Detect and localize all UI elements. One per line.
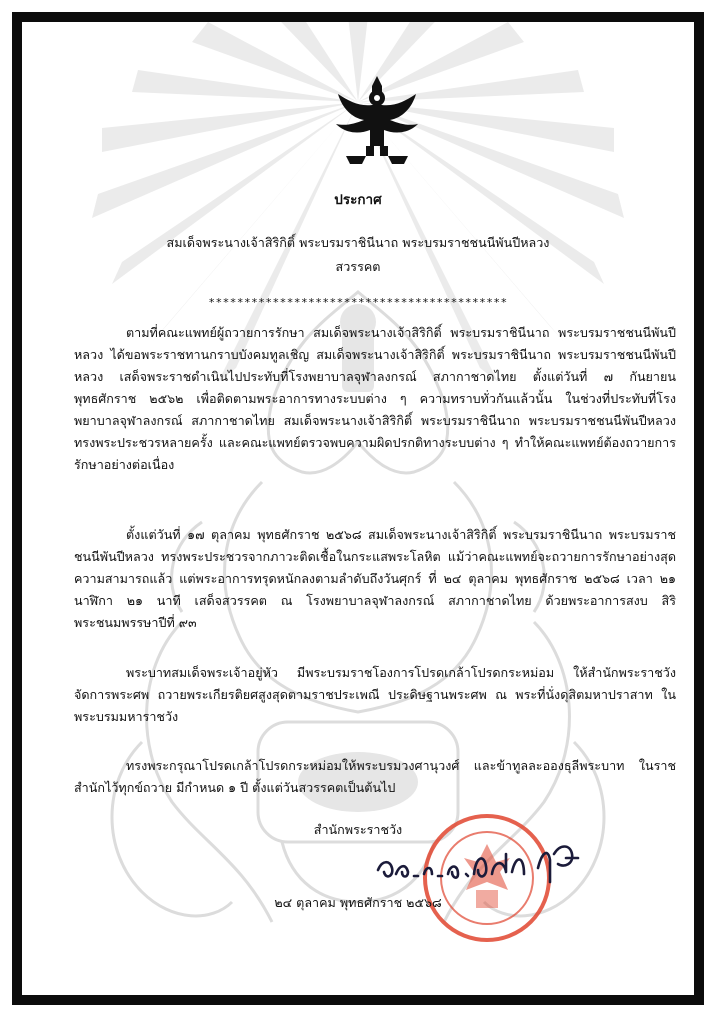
- announcement-date: ๒๔ ตุลาคม พุทธศักราช ๒๕๖๘: [274, 895, 442, 910]
- paragraph-3: พระบาทสมเด็จพระเจ้าอยู่หัว มีพระบรมราชโองการโปรดเกล้าโปรดกระหม่อม ให้สำนักพระราชวัง จัดการพระศพ ถวายพระเกียรติยศสูงสุดตามราชประเพณี ประดิษฐานพระศพ ณ พระที่นั่งดุสิตมหาปราสาท ในพระบรมมหาราชวัง: [74, 665, 676, 724]
- document-page: [12, 12, 704, 1005]
- announcement-body: [22, 22, 694, 995]
- announcement-title: ประกาศ: [334, 192, 382, 208]
- paragraph-2: ตั้งแต่วันที่ ๑๗ ตุลาคม พุทธศักราช ๒๕๖๘ สมเด็จพระนางเจ้าสิริกิติ์ พระบรมราชินีนาถ พระบรมราชชนนีพันปีหลวง ทรงพระประชวรจากภาวะติดเชื้อในกระแสพระโลหิต แม้ว่าคณะแพทย์จะถวายการรักษาอย่างสุดความสามารถแล้ว แต่พระอาการทรุดหนักลงตามลำดับถึงวันศุกร์ ที่ ๒๔ ตุลาคม พุทธศักราช ๒๕๖๘ เวลา ๒๑ นาฬิกา ๒๑ นาที เสด็จสวรรคต ณ โรงพยาบาลจุฬาลงกรณ์ สภากาชาดไทย ด้วยพระอาการสงบ สิริพระชนมพรรษาปีที่ ๙๓: [74, 527, 676, 630]
- issuer-office: สำนักพระราชวัง: [313, 822, 403, 837]
- separator-stars: ******************************************: [208, 296, 508, 309]
- announcement-subtitle-line2: สวรรคต: [335, 259, 381, 274]
- paragraph-1: ตามที่คณะแพทย์ผู้ถวายการรักษา สมเด็จพระนางเจ้าสิริกิติ์ พระบรมราชินีนาถ พระบรมราชชนนีพันปีหลวง ได้ขอพระราชทานกราบบังคมทูลเชิญ สมเด็จพระนางเจ้าสิริกิติ์ พระบรมราชินีนาถ พระบรมราชชนนีพันปีหลวง เสด็จพระราชดำเนินไปประทับที่โรงพยาบาลจุฬาลงกรณ์ สภากาชาดไทย ตั้งแต่วันที่ ๗ กันยายน พุทธศักราช ๒๕๖๒ เพื่อติดตามพระอาการทางระบบต่าง ๆ ความทราบทั่วกันแล้วนั้น ในช่วงที่ประทับที่โรงพยาบาลจุฬาลงกรณ์ สภากาชาดไทย สมเด็จพระนางเจ้าสิริกิติ์ พระบรมราชินีนาถ พระบรมราชชนนีพันปีหลวง ทรงพระประชวรหลายครั้ง และคณะแพทย์ตรวจพบความผิดปรกติทางระบบต่าง ๆ ทำให้คณะแพทย์ต้องถวายการรักษาอย่างต่อเนื่อง: [74, 325, 676, 472]
- announcement-subtitle-line1: สมเด็จพระนางเจ้าสิริกิติ์ พระบรมราชินีนาถ พระบรมราชชนนีพันปีหลวง: [166, 235, 550, 250]
- paragraph-4: ทรงพระกรุณาโปรดเกล้าโปรดกระหม่อมให้พระบรมวงศานุวงศ์ และข้าทูลละอองธุลีพระบาท ในราชสำนักไว้ทุกข์ถวาย มีกำหนด ๑ ปี ตั้งแต่วันสวรรคตเป็นต้นไป: [74, 758, 676, 795]
